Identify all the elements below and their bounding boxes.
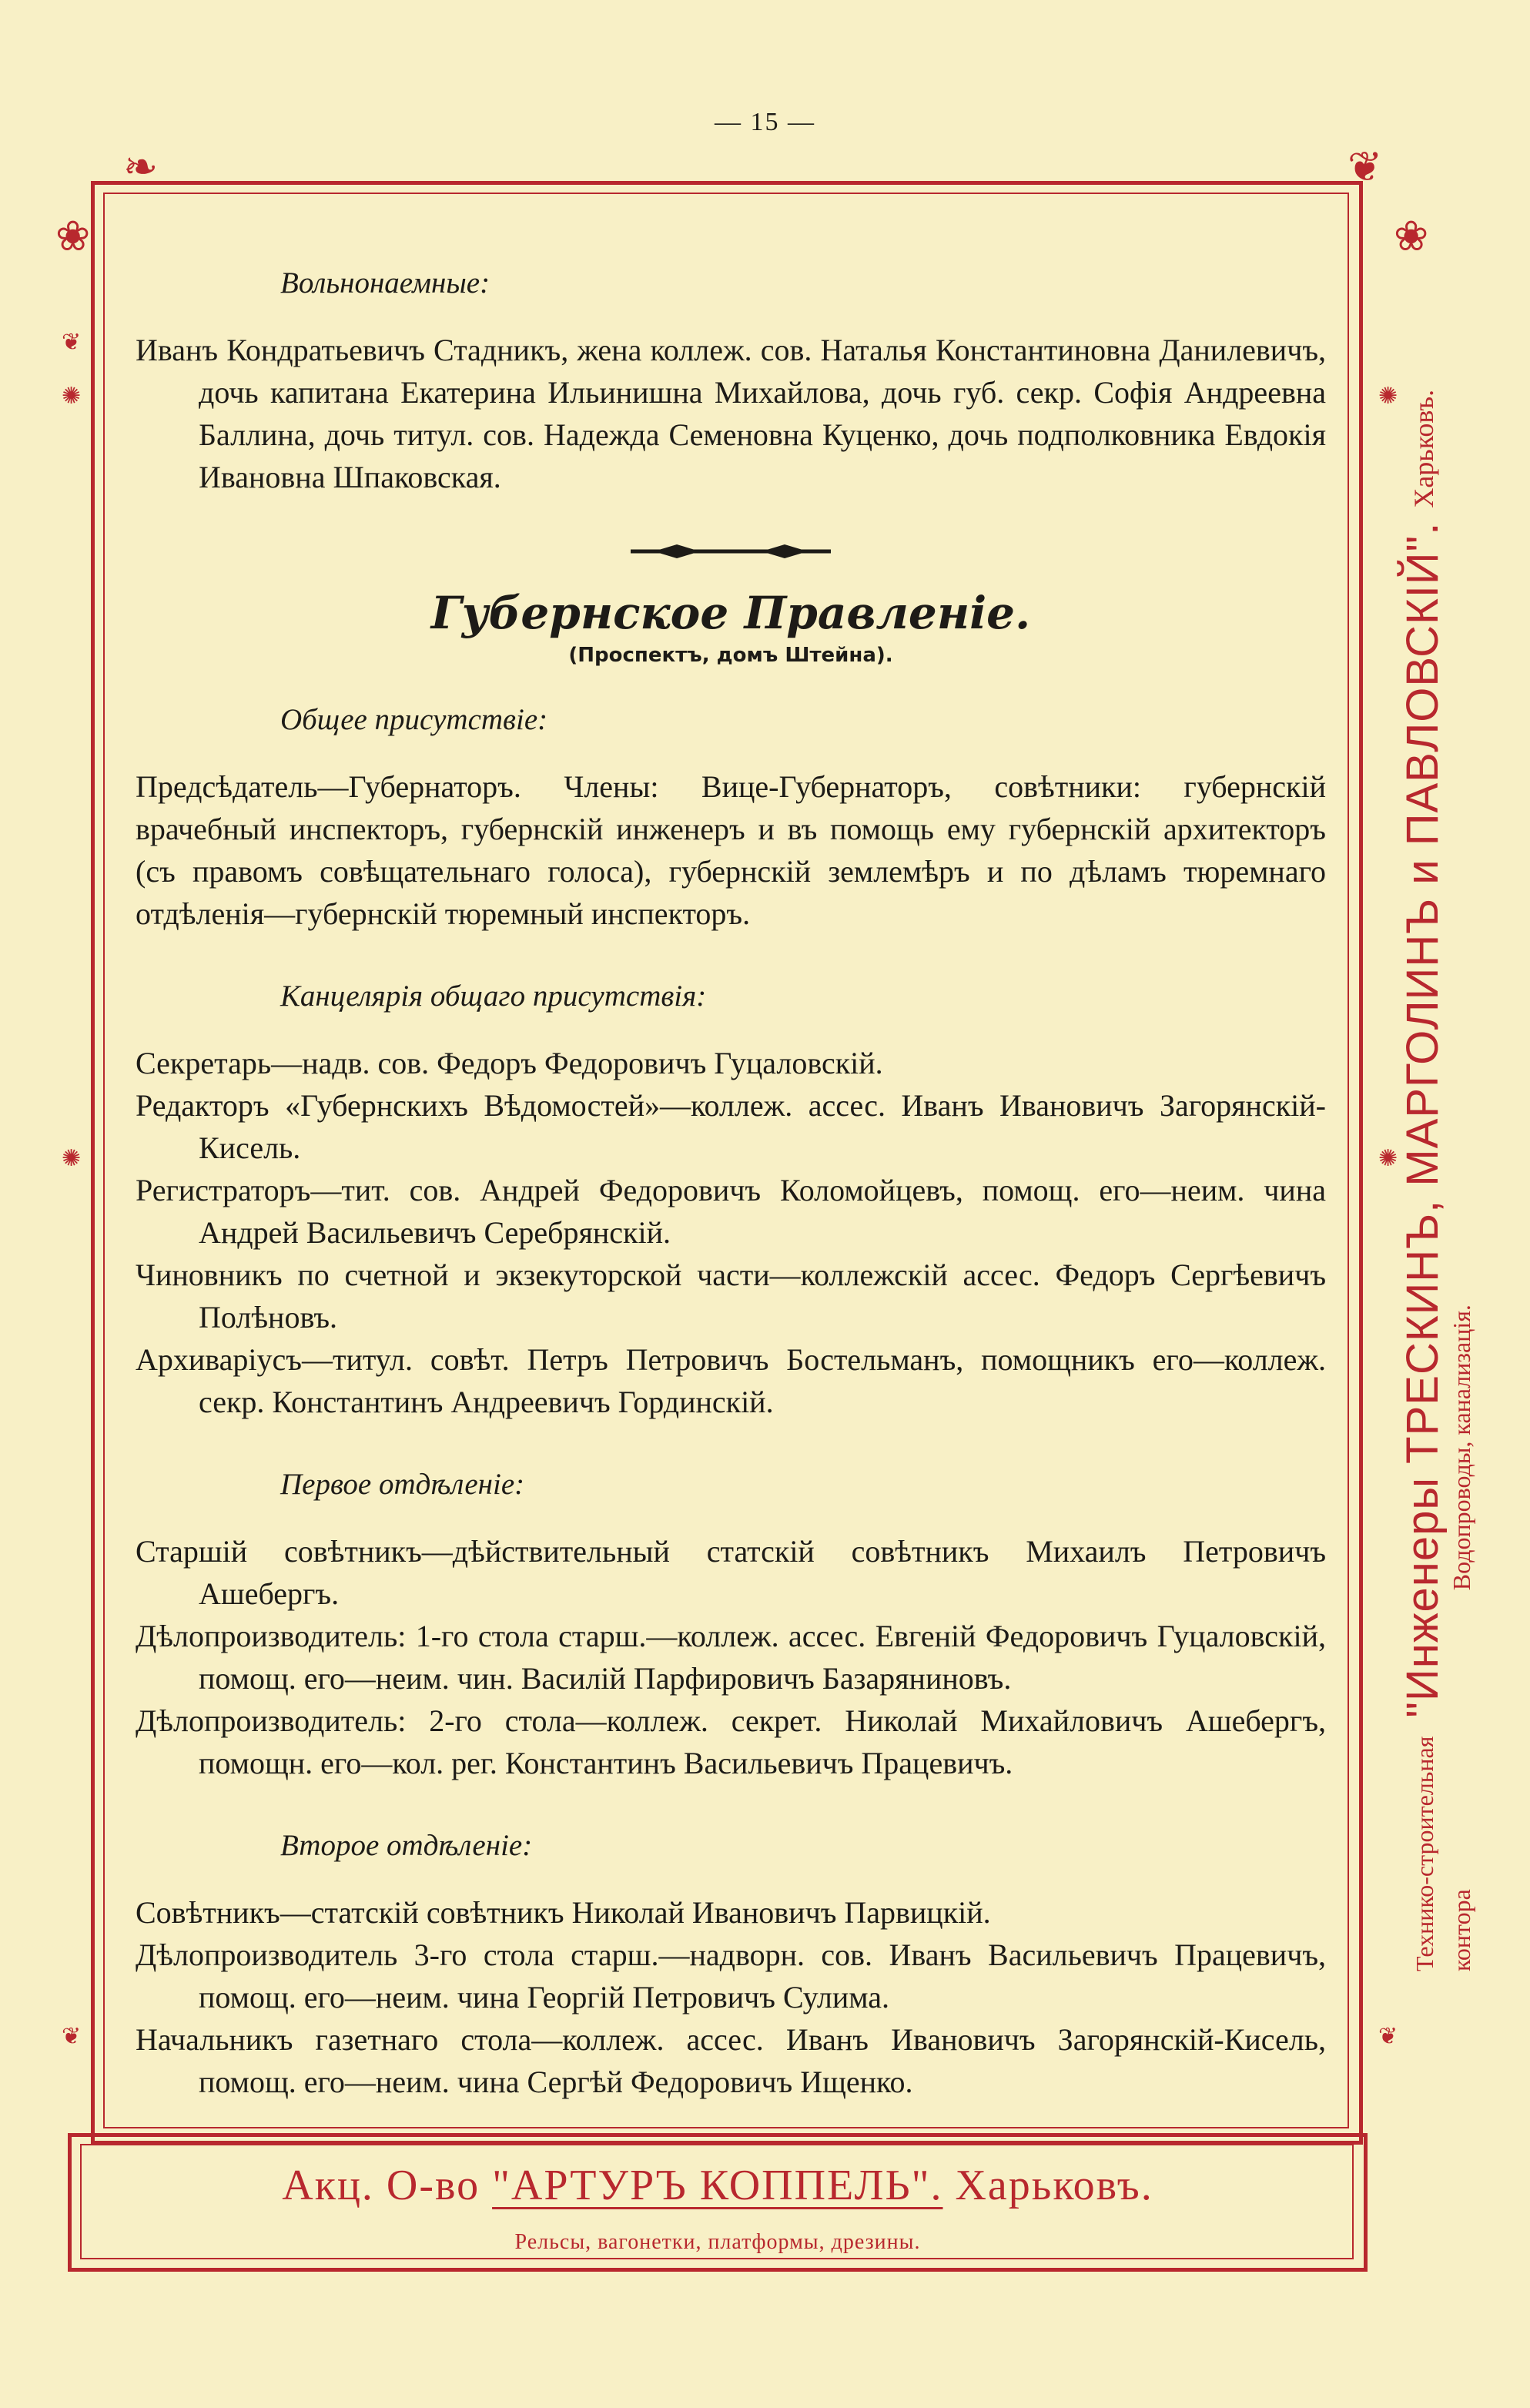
section-title: Канцелярія общаго присутствія: — [280, 980, 707, 1013]
bottom-ad-prefix: Акц. О-во — [282, 2162, 480, 2209]
side-ad-firm-name: "Инженеры ТРЕСКИНЪ, МАРГОЛИНЪ и ПАВЛОВСКІЙ". — [1398, 521, 1448, 1718]
paragraph: Дѣлопроизводитель: 1-го стола старш.—коллеж. ассес. Евгеній Федоровичъ Гуцаловскій, помощ. его—неим. чин. Василій Парфировичъ Базаряниновъ. — [136, 1619, 1326, 1696]
bottom-ad-firm-name: "АРТУРЪ КОППЕЛЬ". — [492, 2162, 943, 2209]
section-vtoroe — [136, 1824, 1326, 2103]
fleuron-icon: ❦ — [1378, 2023, 1398, 2050]
scroll-ornament-icon: ❧ — [123, 142, 159, 191]
side-advertisement — [1383, 389, 1483, 1971]
bottom-ad-main-line — [68, 2161, 1368, 2210]
fleuron-icon: ✺ — [1378, 1145, 1398, 1172]
paragraph: Иванъ Кондратьевичъ Стадникъ, жена коллеж. сов. Наталья Константиновна Данилевичъ, дочь капитана Екатерина Ильинишна Михайлова, дочь губ. секр. Софія Андреевна Баллина, дочь титул. сов. Надежда Семеновна Куценко, дочь подполковника Евдокія Ивановна Шпаковская. — [136, 333, 1326, 494]
fleuron-icon: ❦ — [62, 2023, 82, 2050]
paragraph: Архиваріусъ—титул. совѣт. Петръ Петровичъ Бостельманъ, помощникъ его—коллеж. секр. Константинъ Андреевичъ Гординскій. — [136, 1342, 1326, 1419]
section-obshchee — [136, 698, 1326, 935]
section-title: Первое отдѣленіе: — [280, 1468, 525, 1501]
address-line: (Проспектъ, домъ Штейна). — [568, 644, 893, 667]
scroll-ornament-icon: ❦ — [1348, 142, 1383, 191]
divider-ornament-icon — [623, 538, 839, 564]
fleuron-icon: ✺ — [62, 1145, 82, 1172]
scroll-ornament-icon: ❀ — [1394, 212, 1429, 260]
section-title: Вольнонаемные: — [280, 266, 490, 300]
bottom-ad-subline: Рельсы, вагонетки, платформы, дрезины. — [514, 2230, 921, 2254]
side-ad-subline: Водопроводы, канализація. — [1448, 1304, 1475, 1591]
side-ad-main-line — [1397, 390, 1448, 1971]
section-title: Второе отдѣленіе: — [280, 1829, 533, 1862]
side-ad-city: Харьковъ. — [1408, 389, 1439, 508]
section-kantselyariya — [136, 975, 1326, 1423]
fleuron-icon: ✺ — [1378, 383, 1398, 410]
paragraph: Редакторъ «Губернскихъ Вѣдомостей»—коллеж. ассес. Иванъ Ивановичъ Загорянскій-Кисель. — [136, 1088, 1326, 1165]
paragraph: Чиновникъ по счетной и экзекуторской части—коллежскій ассес. Федоръ Сергѣевичъ Полѣновъ. — [136, 1258, 1326, 1335]
paragraph: Регистраторъ—тит. сов. Андрей Федоровичъ Коломойцевъ, помощ. его—неим. чина Андрей Васильевичъ Серебрянскій. — [136, 1173, 1326, 1250]
main-text — [136, 262, 1326, 2143]
paragraph: Дѣлопроизводитель: 2-го стола—коллеж. секрет. Николай Михайловичъ Ашебергъ, помощн. его—кол. рег. Константинъ Васильевичъ Працевичъ. — [136, 1703, 1326, 1780]
paragraph: Начальникъ газетнаго стола—коллеж. ассес. Иванъ Ивановичъ Загорянскій-Кисель, помощ. его—неим. чина Сергѣй Федоровичъ Ищенко. — [136, 2022, 1326, 2099]
fleuron-icon: ❦ — [62, 329, 82, 356]
section-pervoe — [136, 1463, 1326, 1784]
paragraph: Дѣлопроизводитель 3-го стола старш.—надворн. сов. Иванъ Васильевичъ Працевичъ, помощ. его—неим. чина Георгій Петровичъ Сулима. — [136, 1937, 1326, 2014]
paragraph: Старшій совѣтникъ—дѣйствительный статскій совѣтникъ Михаилъ Петровичъ Ашебергъ. — [136, 1534, 1326, 1611]
page-number: — 15 — — [715, 108, 815, 136]
bottom-advertisement — [68, 2133, 1368, 2272]
paragraph: Предсѣдатель—Губернаторъ. Члены: Вице-Губернаторъ, совѣтники: губернскій врачебный инспекторъ, губернскій инженеръ и въ помощь ему губернскій архитекторъ (съ правомъ совѣщательнаго голоса), губернскій землемѣръ и по дѣламъ тюремнаго отдѣленія—губернскій тюремный инспекторъ. — [136, 769, 1326, 931]
bottom-ad-city: Харьковъ. — [955, 2162, 1153, 2209]
side-ad-prefix: Технико-строительная — [1411, 1736, 1438, 1971]
section-heading-gubernskoe: Губернское Правленіе. — [430, 587, 1031, 639]
side-ad-second-line — [1448, 1304, 1476, 1971]
side-ad-prefix2: контора — [1448, 1889, 1475, 1971]
paragraph: Секретарь—надв. сов. Федоръ Федоровичъ Гуцаловскій. — [136, 1046, 883, 1080]
section-volnonaemnye — [136, 262, 1326, 498]
fleuron-icon: ✺ — [62, 383, 82, 410]
paragraph: Совѣтникъ—статскій совѣтникъ Николай Ивановичъ Парвицкій. — [136, 1895, 991, 1930]
scroll-ornament-icon: ❀ — [55, 212, 91, 260]
section-title: Общее присутствіе: — [280, 703, 548, 736]
